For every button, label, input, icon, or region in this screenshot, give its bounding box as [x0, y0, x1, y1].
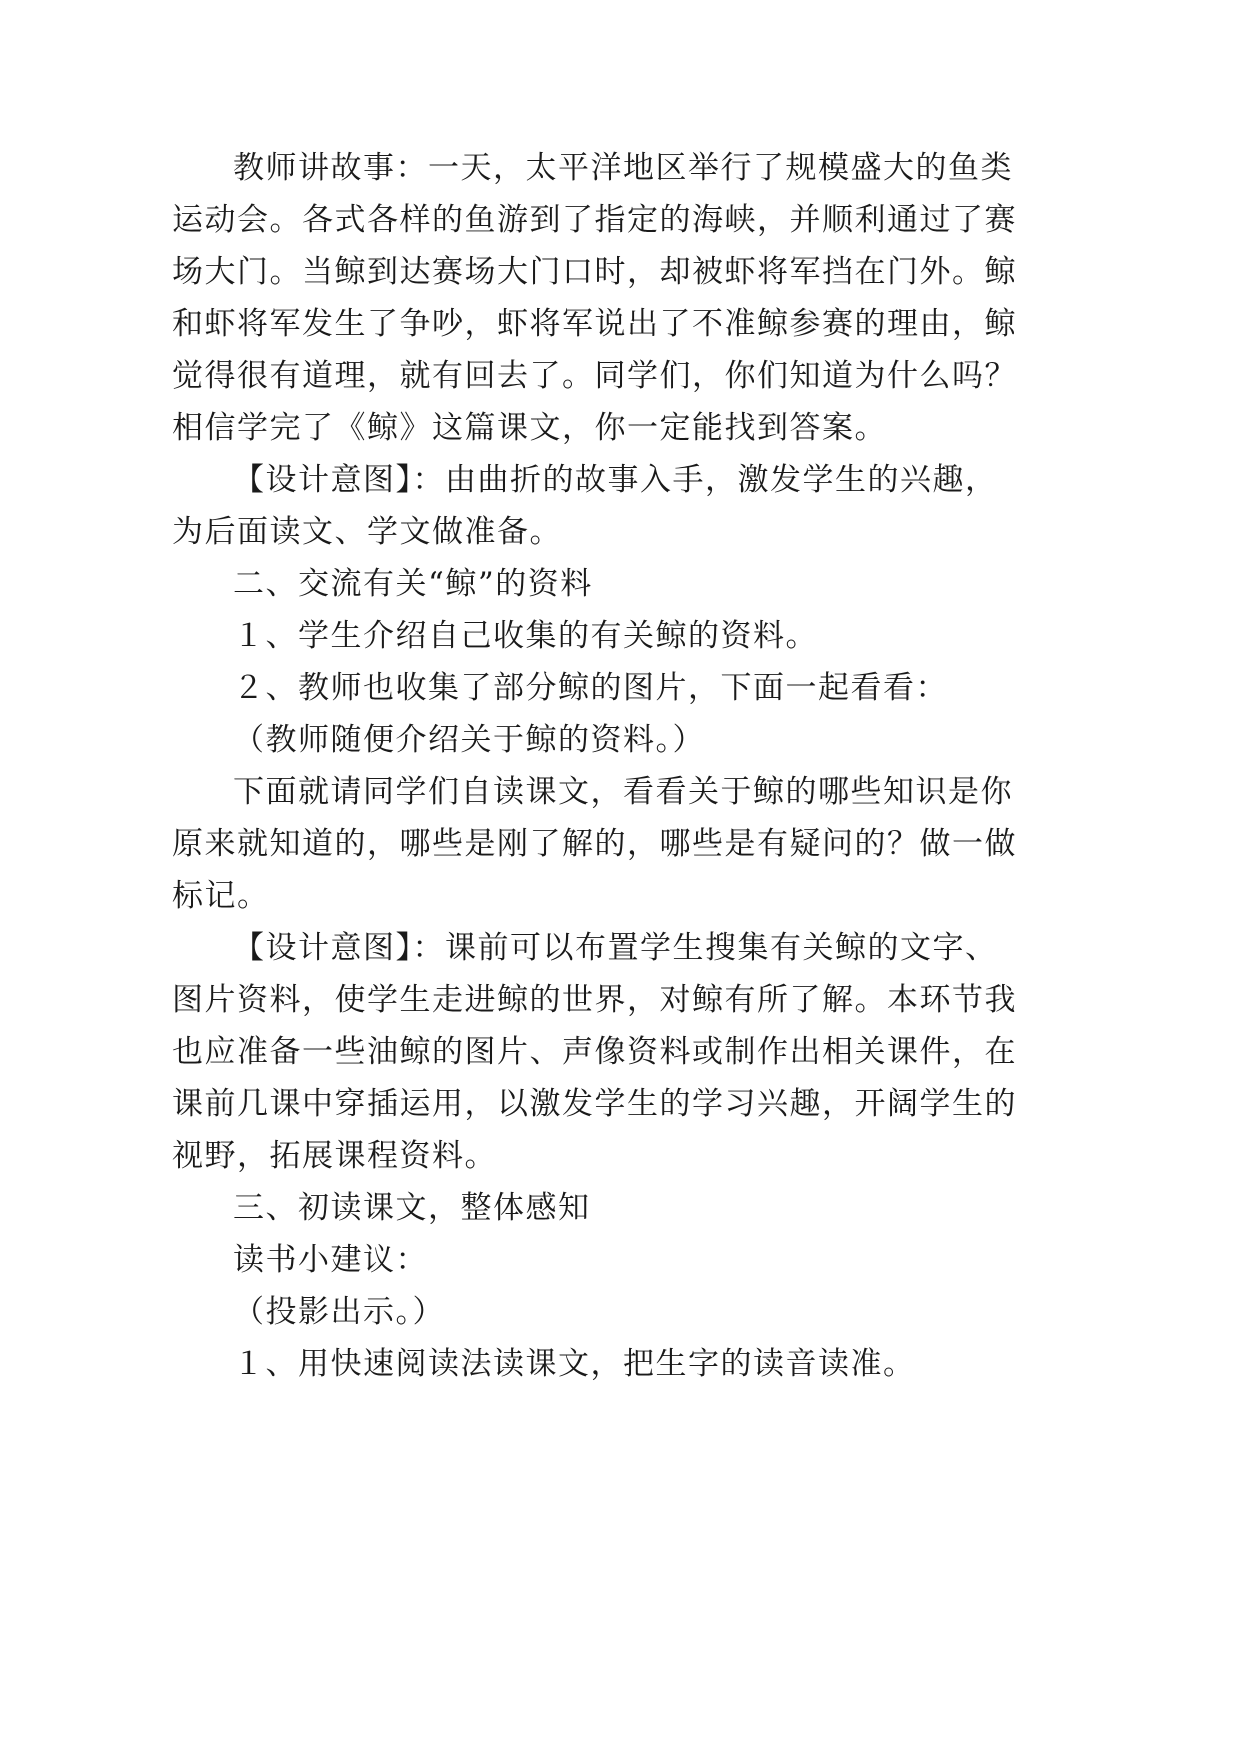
list-item: ２、教师也收集了部分鲸的图片，下面一起看看： [233, 670, 948, 706]
paragraph-line: 课前几课中穿插运用，以激发学生的学习兴趣，开阔学生的 [172, 1086, 1017, 1122]
paragraph-line: 图片资料，使学生走进鲸的世界，对鲸有所了解。本环节我 [172, 982, 1017, 1018]
paragraph-line: 为后面读文、学文做准备。 [172, 514, 562, 550]
paragraph-line: 视野，拓展课程资料。 [172, 1138, 497, 1174]
paragraph-line: 相信学完了《鲸》这篇课文，你一定能找到答案。 [172, 410, 887, 446]
list-item: １、学生介绍自己收集的有关鲸的资料。 [233, 618, 818, 654]
paragraph-line: （投影出示。） [233, 1294, 445, 1330]
paragraph-line: 觉得很有道理，就有回去了。同学们，你们知道为什么吗？ [172, 358, 1017, 394]
paragraph-line: 和虾将军发生了争吵，虾将军说出了不准鲸参赛的理由，鲸 [172, 306, 1017, 342]
paragraph-line: 运动会。各式各样的鱼游到了指定的海峡，并顺利通过了赛 [172, 202, 1017, 238]
paragraph-line: 原来就知道的，哪些是刚了解的，哪些是有疑问的？做一做 [172, 826, 1017, 862]
paragraph-line: 教师讲故事：一天，太平洋地区举行了规模盛大的鱼类 [233, 150, 1013, 186]
paragraph-line: （教师随便介绍关于鲸的资料。） [233, 722, 705, 758]
paragraph-line: 标记。 [172, 878, 270, 914]
list-item: １、用快速阅读法读课文，把生字的读音读准。 [233, 1346, 916, 1382]
design-intent-line: 【设计意图】：课前可以布置学生搜集有关鲸的文字、 [233, 930, 998, 966]
section-heading: 三、初读课文，整体感知 [233, 1190, 591, 1226]
paragraph-line: 下面就请同学们自读课文，看看关于鲸的哪些知识是你 [233, 774, 1013, 810]
paragraph-line: 也应准备一些油鲸的图片、声像资料或制作出相关课件，在 [172, 1034, 1017, 1070]
design-intent-line: 【设计意图】：由曲折的故事入手，激发学生的兴趣， [233, 462, 998, 498]
section-heading: 二、交流有关“鲸”的资料 [233, 566, 593, 602]
paragraph-line: 场大门。当鲸到达赛场大门口时，却被虾将军挡在门外。鲸 [172, 254, 1017, 290]
paragraph-line: 读书小建议： [233, 1242, 428, 1278]
